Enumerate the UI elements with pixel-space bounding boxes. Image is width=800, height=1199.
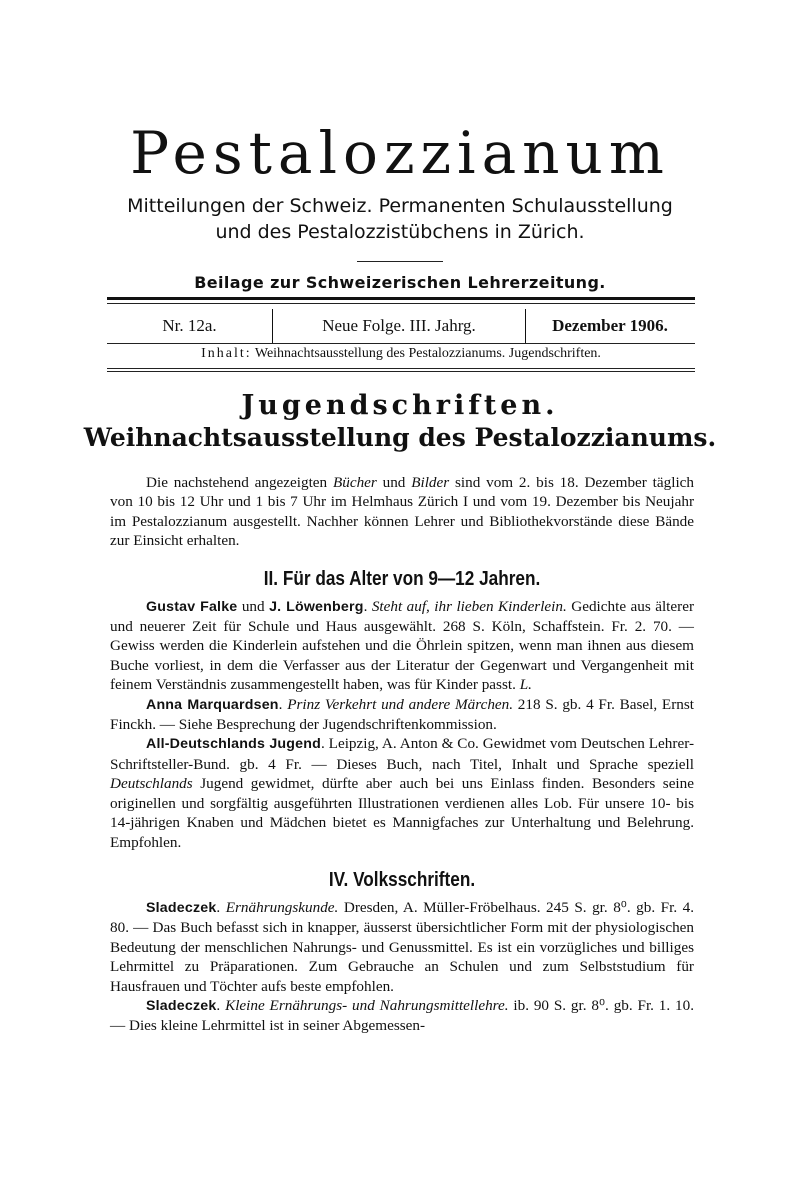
intro-paragraph	[110, 473, 694, 551]
section-heading: Jugendschriften.	[241, 390, 559, 421]
subsection-heading: Weihnachtsausstellung des Pestalozzianums.	[83, 423, 717, 452]
issue-info-row	[107, 309, 695, 343]
entry-marquardsen	[110, 695, 694, 735]
subtitle-line-2: und des Pestalozzistübchens in Zürich.	[215, 221, 585, 243]
masthead-subtitle	[0, 193, 800, 245]
issue-series: Neue Folge. III. Jahrg.	[272, 309, 526, 343]
intro-italic: Bücher	[332, 474, 377, 491]
contents-line	[107, 343, 695, 365]
divider-thin-top	[107, 303, 695, 304]
masthead-title: Pestalozzianum	[130, 119, 670, 187]
part-4-heading: IV. Volksschriften.	[328, 868, 476, 891]
entry-title-bold: All-Deutschlands Jugend	[146, 736, 321, 753]
intro-text: und	[376, 474, 412, 491]
divider-thick	[107, 297, 695, 300]
entry-author: Anna Marquardsen	[146, 696, 279, 713]
entry-title: Ernährungskunde.	[225, 898, 339, 916]
entry-author: Gustav Falke	[146, 598, 238, 615]
entry-sladeczek-1	[110, 898, 694, 996]
part-2-heading: II. Für das Alter von 9—12 Jahren.	[263, 567, 541, 590]
entry-text: .	[216, 898, 226, 916]
issue-date: Dezember 1906.	[552, 316, 668, 335]
entry-text: .	[363, 597, 372, 615]
entry-title: Kleine Ernährungs- und Nahrungsmittellehre.	[225, 996, 509, 1014]
entry-title: Steht auf, ihr lieben Kinderlein.	[371, 597, 567, 615]
entry-text: Dresden, A. Müller-Fröbelhaus. 245 S. gr. 8⁰. gb. Fr. 4. 80. — Das Buch befasst sich in knapper, äusserst übersichtlicher Form mit der physiologischen Bedeutung der menschlichen Nahrungs- und Genussmittel. Es ist ein vorzügliches und billiges Lehrmittel zu Präparationen. Zum Gebrauche an Schulen und zum Selbststudium für Hausfrauen und Töchter aufs beste empfohlen.	[110, 898, 695, 995]
entry-falke	[110, 597, 694, 695]
entry-signature: L.	[519, 676, 532, 694]
entry-text: 218 S. gb. 4 Fr. Basel, Ernst Finckh. — Siehe Besprechung der Jugendschriftenkommission.	[110, 695, 694, 734]
entry-sladeczek-2	[110, 996, 694, 1036]
entry-italic: Deutschlands	[110, 775, 193, 793]
issue-number: Nr. 12a.	[162, 316, 217, 335]
divider-thin-bottom-2	[107, 371, 695, 372]
entry-text: Jugend gewidmet, dürfte aber auch bei uns Einlass finden. Besonders seine originellen und sorgfältig ausgeführten Illustrationen verdienen alles Lob. Für unsere 10- bis 14-jährigen Knaben und Mädchen bietet es Mannigfaches zur Unterhaltung und Belehrung. Empfohlen.	[110, 775, 694, 851]
entry-text: .	[278, 695, 288, 713]
entry-author: Sladeczek	[146, 899, 217, 916]
divider-thin-bottom-1	[107, 368, 695, 369]
entry-text: .	[216, 996, 226, 1014]
contents-label: Inhalt:	[201, 346, 252, 361]
divider-short	[357, 261, 443, 262]
intro-text: Die nachstehend angezeigten	[146, 474, 333, 491]
entry-alldeutschlands	[110, 734, 694, 851]
entry-text: und	[237, 597, 270, 615]
supplement-line: Beilage zur Schweizerischen Lehrerzeitung.	[194, 273, 606, 292]
article-body	[110, 473, 694, 1036]
intro-italic: Bilder	[411, 474, 450, 491]
intro-text: sind vom 2. bis 18. Dezember täglich von 10 bis 12 Uhr und 1 bis 7 Uhr im Helmhaus Zürich I und vom 19. Dezember bis Neujahr im Pestalozzianum ausgestellt. Nachher können Lehrer und Bibliothekvorstände diese Bände zur Einsicht erhalten.	[110, 474, 694, 550]
entry-author: J. Löwenberg	[269, 598, 364, 615]
entry-text: Gedichte aus älterer und neuerer Zeit für Schule und Haus ausgewählt. 268 S. Köln, Schaffstein. Fr. 2. 70. — Gewiss werden die Kinderlein aufstehen und die Öhrlein spitzen, wenn man ihnen aus diesem Buche vorliest, in dem die Verfasser aus der Literatur der Gegenwart und Vergangenheit mit feinem Verständnis zusammengestellt haben, was für Kinder passt.	[110, 597, 694, 694]
entry-text: . Leipzig, A. Anton & Co. Gewidmet vom Deutschen Lehrer-Schriftsteller-Bund. gb. 4 Fr. — Dieses Buch, nach Titel, Inhalt und Sprache speziell	[110, 735, 694, 773]
entry-author: Sladeczek	[146, 997, 217, 1014]
entry-text: ib. 90 S. gr. 8⁰. gb. Fr. 1. 10. — Dies kleine Lehrmittel ist in seiner Abgemessen-	[110, 996, 695, 1035]
entry-title: Prinz Verkehrt und andere Märchen.	[287, 695, 514, 713]
subtitle-line-1: Mitteilungen der Schweiz. Permanenten Schulausstellung	[127, 195, 673, 217]
contents-text: Weihnachtsausstellung des Pestalozzianums. Jugendschriften.	[254, 346, 601, 361]
